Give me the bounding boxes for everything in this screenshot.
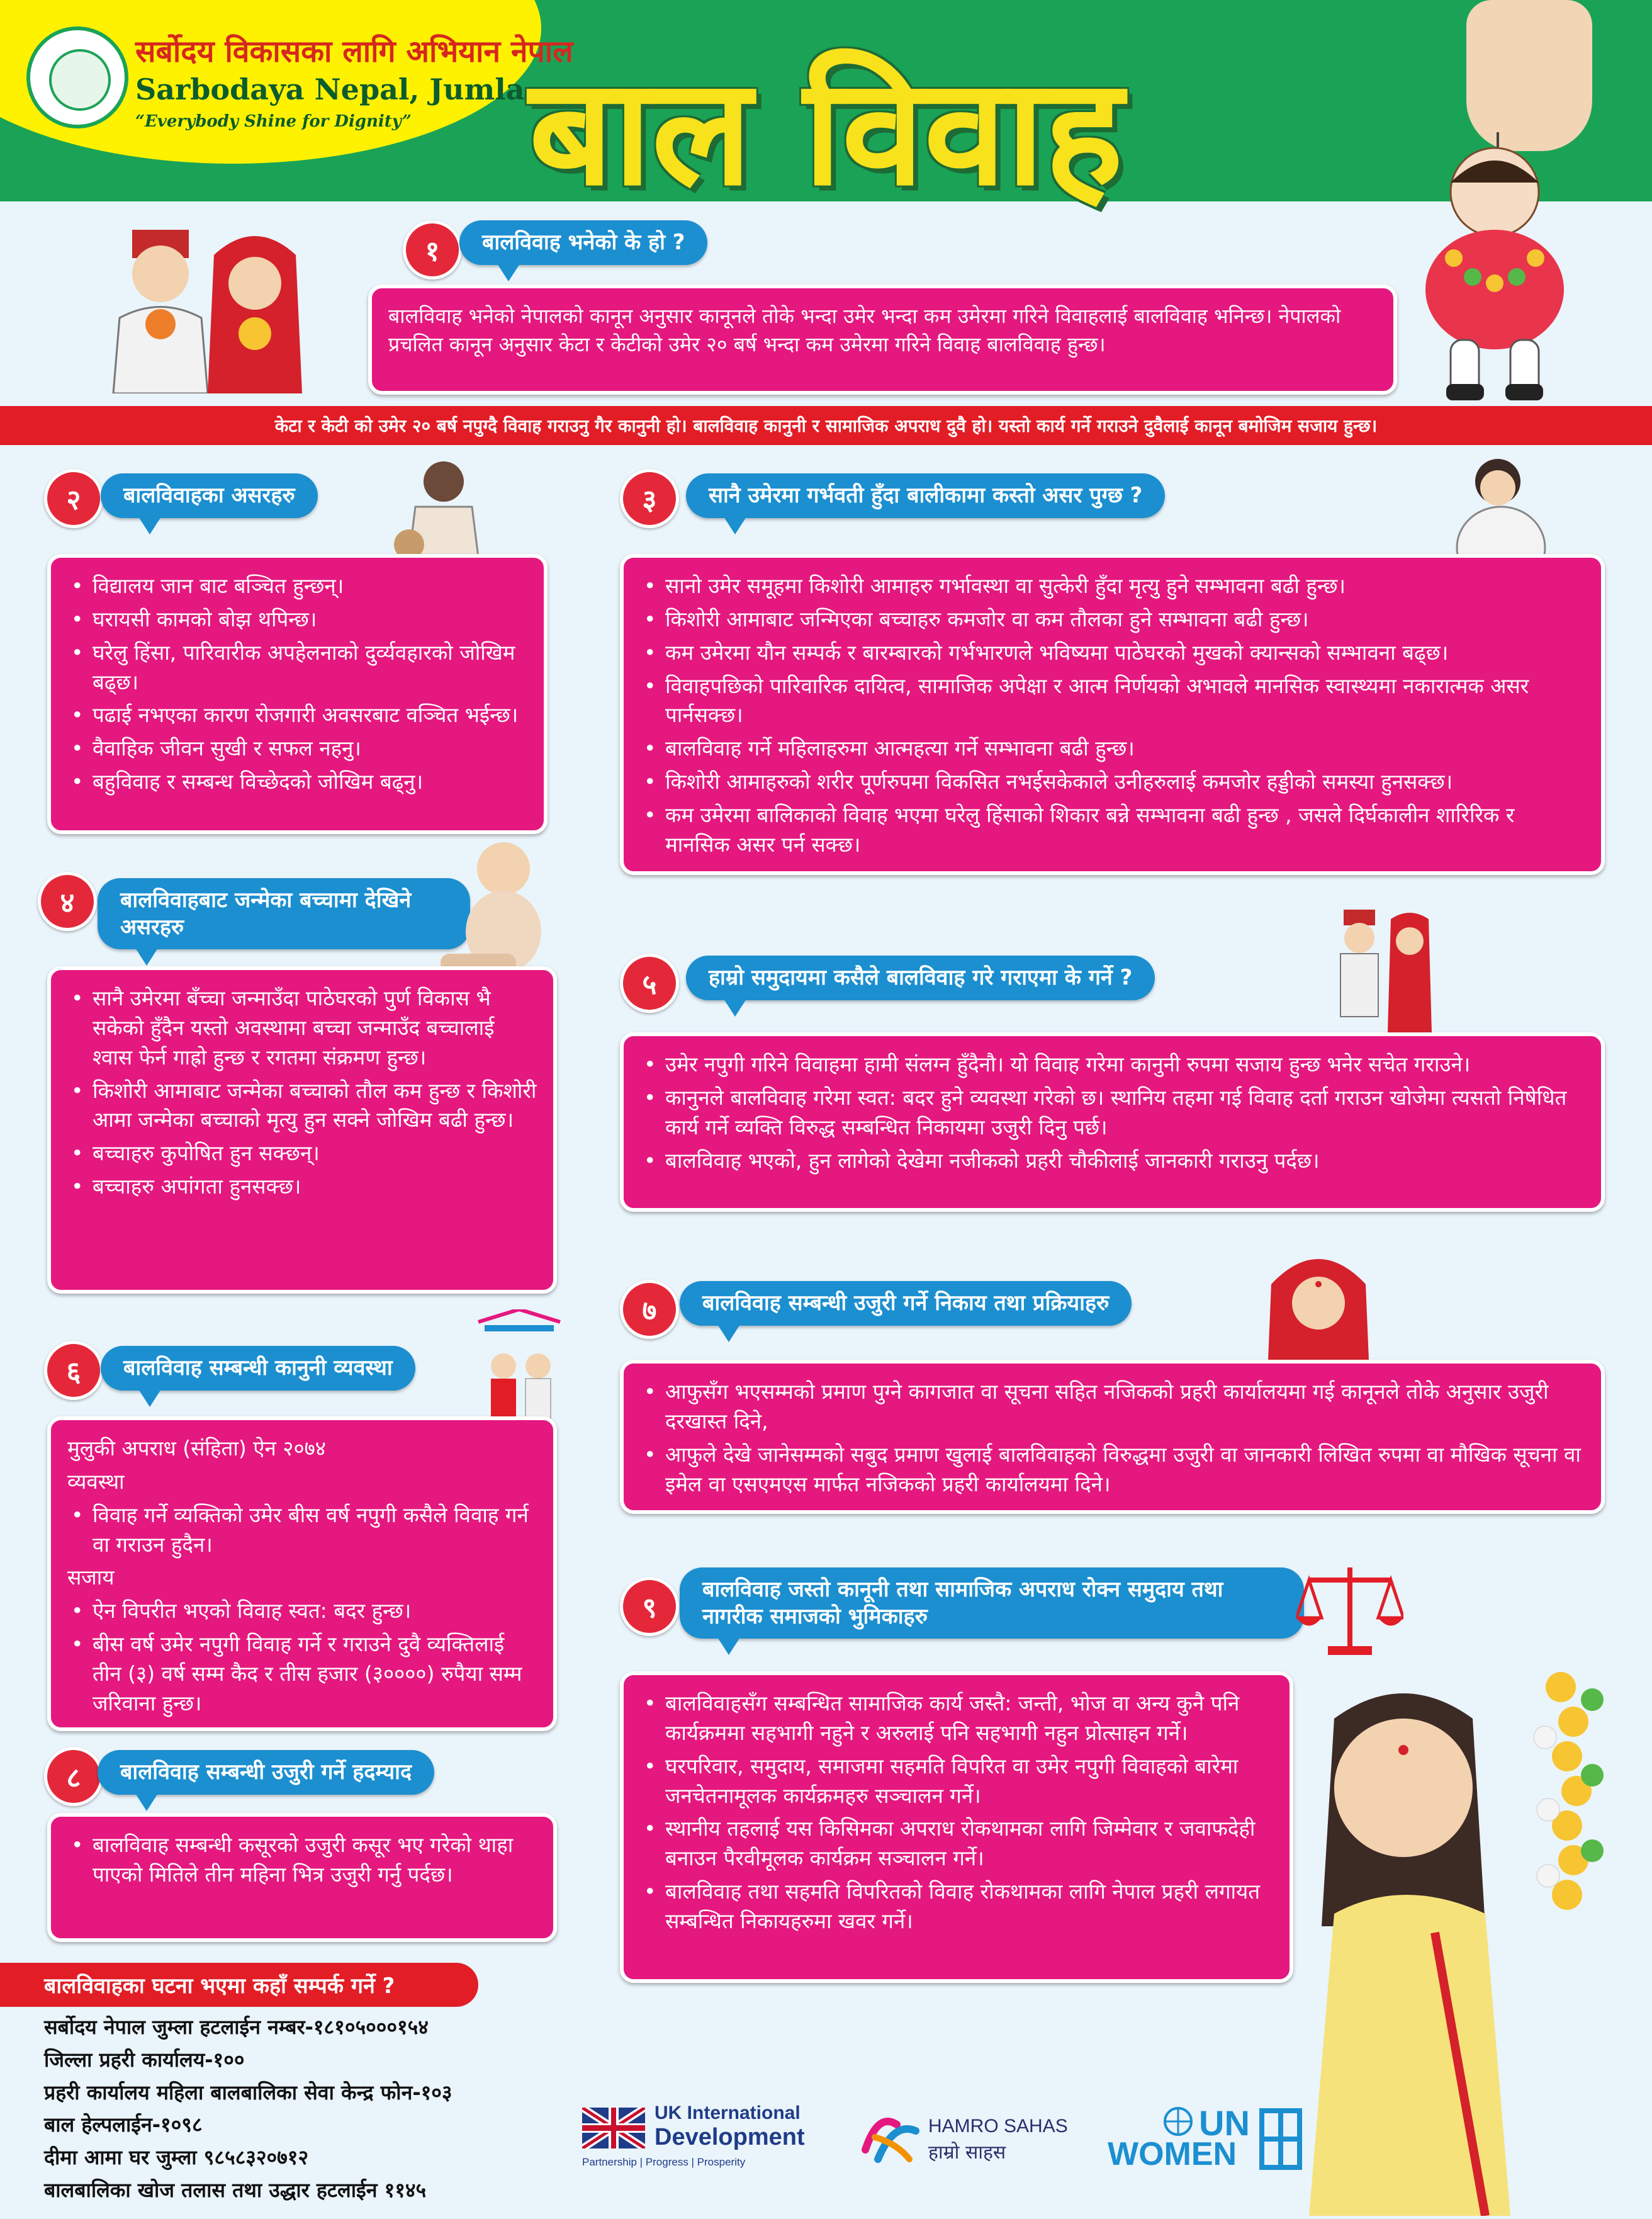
list-item: • कम उमेरमा बालिकाको विवाह भएमा घरेलु हिंसाको शिकार बन्ने सम्भावना बढी हुन्छ , जसले दिर्घकालीन शारिरिक र मानसिक असर पर्न सक्छ। bbox=[640, 801, 1585, 860]
section-8-question: बालविवाह सम्बन्धी उजुरी गर्ने हदम्याद bbox=[98, 1750, 434, 1795]
list-item: • विवाहपछिको पारिवारिक दायित्व, सामाजिक अपेक्षा र आत्म निर्णयको अभावले मानसिक स्वास्थ्यमा नकारात्मक असर पार्नसक्छ। bbox=[640, 672, 1585, 731]
list-item: • विवाह गर्ने व्यक्तिको उमेर बीस वर्ष नपुगी कसैले विवाह गर्न वा गराउन हुदैन। bbox=[67, 1501, 537, 1560]
org-name-np: सर्बोदय विकासका लागि अभियान नेपाल bbox=[135, 34, 573, 69]
list-item: • कम उमेरमा यौन सम्पर्क र बारम्बारको गर्भभारणले भविष्यमा पाठेघरको मुखको क्यान्सको सम्भावना बढ्छ। bbox=[640, 638, 1585, 668]
section-1-number: १ bbox=[403, 220, 462, 279]
list-item: • बालविवाह गर्ने महिलाहरुमा आत्महत्या गर्ने सम्भावना बढी हुन्छ। bbox=[640, 734, 1585, 764]
list-item: • कानुनले बालविवाह गरेमा स्वत: बदर हुने व्यवस्था गरेको छ। स्थानिय तहमा गई विवाह दर्ता गराउन खोजेमा त्यसतो निषेधित कार्य गर्ने व्यक्ति विरुद्ध सम्बन्धित निकायमा उजुरी दिनु पर्छ। bbox=[640, 1083, 1585, 1143]
warning-banner: केटा र केटी को उमेर २० बर्ष नपुग्दै विवाह गराउनु गैर कानुनी हो। बालविवाह कानुनी र सामाजिक अपराध दुवै हो। यस्तो कार्य गर्ने गराउने दुवैलाई कानून बमोजिम सजाय हुन्छ। bbox=[0, 406, 1652, 445]
un-emblem-icon bbox=[1163, 2106, 1193, 2137]
section-8-number: ८ bbox=[44, 1747, 103, 1806]
section-9-box bbox=[620, 1671, 1293, 1983]
hand-illustration bbox=[1466, 0, 1592, 151]
hamro-sahas-np: हाम्रो साहस bbox=[928, 2142, 1006, 2164]
list-item: • विद्यालय जान बाट बञ्चित हुन्छन्। bbox=[67, 572, 527, 601]
list-item: • घरायसी कामको बोझ थपिन्छ। bbox=[67, 605, 527, 635]
hamro-sahas-hands-icon bbox=[859, 2106, 922, 2169]
penalty-label: सजाय bbox=[67, 1565, 115, 1590]
un-women-women: WOMEN bbox=[1108, 2136, 1237, 2172]
section-8-box bbox=[47, 1813, 557, 1942]
list-item: • बहुविवाह र सम्बन्ध विच्छेदको जोखिम बढ्नु। bbox=[67, 767, 527, 797]
section-4-box bbox=[47, 966, 557, 1294]
section-2-number: २ bbox=[44, 469, 103, 528]
child-couple-small-illustration bbox=[1331, 906, 1438, 1039]
list-item: • बालविवाह भएको, हुन लागेको देखेमा नजीकको प्रहरी चौकीलाई जानकारी गराउनु पर्दछ। bbox=[640, 1146, 1585, 1176]
section-3-box bbox=[620, 554, 1605, 875]
list-item: • आफुसँग भएसम्मको प्रमाण पुग्ने कागजात वा सूचना सहित नजिकको प्रहरी कार्यालयमा गई कानूनले तोके अनुसार उजुरी दरखास्त दिने, bbox=[640, 1377, 1585, 1437]
section-4-question: बालविवाहबाट जन्मेका बच्चामा देखिने असरहरु bbox=[98, 878, 470, 949]
un-women-logo bbox=[1108, 2103, 1315, 2172]
scales-of-justice-icon bbox=[1296, 1555, 1403, 1662]
section-7-number: ७ bbox=[620, 1280, 679, 1339]
section-6-number: ६ bbox=[44, 1341, 103, 1400]
provision-label: व्यवस्था bbox=[67, 1469, 125, 1494]
contact-line: बाल हेल्पलाईन-१०९८ bbox=[44, 2113, 203, 2137]
list-item: • घरपरिवार, समुदाय, समाजमा सहमति विपरित वा उमेर नपुगी विवाहको बारेमा जनचेतनामूलक कार्यक्रमहरु सञ्चालन गर्ने। bbox=[640, 1752, 1273, 1811]
section-1-body: बालविवाह भनेको नेपालको कानून अनुसार कानूनले तोके भन्दा उमेर भन्दा कम उमेरमा गरिने विवाहलाई बालविवाह भनिन्छ। नेपालको प्रचलित कानून अनुसार केटा र केटीको उमेर २० बर्ष भन्दा कम उमेरमा गरिने विवाह बालविवाह हुन्छ। bbox=[388, 304, 1341, 357]
list-item: • स्थानीय तहलाई यस किसिमका अपराध रोकथामका लागि जिम्मेवार र जवाफदेही बनाउन पैरवीमूलक कार्यक्रम सञ्चालन गर्ने। bbox=[640, 1814, 1273, 1873]
list-item: • उमेर नपुगी गरिने विवाहमा हामी संलग्न हुँदैनौ। यो विवाह गरेमा कानुनी रुपमा सजाय हुन्छ भनेर सचेत गराउने। bbox=[640, 1050, 1585, 1080]
union-flag-icon bbox=[582, 2108, 645, 2148]
doll-bride-illustration bbox=[1391, 132, 1599, 403]
section-4-number: ४ bbox=[38, 872, 97, 931]
contact-line: दीमा आमा घर जुम्ला ९८५८३२०७१२ bbox=[44, 2145, 309, 2170]
girl-garland-illustration bbox=[1296, 1662, 1649, 2216]
contact-line: बालबालिका खोज तलास तथा उद्धार हटलाईन ११४५ bbox=[44, 2178, 427, 2203]
baby-illustration bbox=[434, 837, 560, 982]
list-item: • पढाई नभएका कारण रोजगारी अवसरबाट वञ्चित भईन्छ। bbox=[67, 701, 527, 730]
contact-heading: बालविवाहका घटना भएमा कहाँ सम्पर्क गर्ने ? bbox=[0, 1963, 478, 2007]
section-1-body-box bbox=[368, 285, 1397, 395]
list-item: • ऐन विपरीत भएको विवाह स्वत: बदर हुन्छ। bbox=[67, 1596, 537, 1626]
list-item: • वैवाहिक जीवन सुखी र सफल नहनु। bbox=[67, 734, 527, 764]
section-9-question: बालविवाह जस्तो कानूनी तथा सामाजिक अपराध रोक्न समुदाय तथा नागरीक समाजको भुमिकाहरु bbox=[680, 1567, 1304, 1639]
un-women-un: UN bbox=[1199, 2103, 1250, 2143]
section-3-number: ३ bbox=[620, 469, 679, 528]
list-item: • बालविवाह सम्बन्धी कसूरको उजुरी कसूर भए गरेको थाहा पाएको मितिले तीन महिना भित्र उजुरी गर्नु पर्दछ। bbox=[67, 1831, 537, 1890]
child-couple-illustration bbox=[94, 223, 321, 393]
section-5-box bbox=[620, 1032, 1605, 1212]
ukid-line1: UK International bbox=[655, 2103, 801, 2123]
section-5-question: हाम्रो समुदायमा कसैले बालविवाह गरे गराएमा के गर्ने ? bbox=[686, 956, 1155, 1000]
section-9-number: ९ bbox=[620, 1577, 679, 1636]
section-6-question: बालविवाह सम्बन्धी कानुनी व्यवस्था bbox=[101, 1346, 415, 1391]
org-tagline: “Everybody Shine for Dignity” bbox=[135, 112, 412, 131]
section-7-question: बालविवाह सम्बन्धी उजुरी गर्ने निकाय तथा प्रक्रियाहरु bbox=[680, 1281, 1132, 1326]
un-women-symbol-icon bbox=[1259, 2108, 1303, 2171]
contact-line: प्रहरी कार्यालय महिला बालबालिका सेवा केन्द्र फोन-१०३ bbox=[44, 2080, 452, 2104]
list-item: • किशोरी आमाबाट जन्मेका बच्चाको तौल कम हुन्छ र किशोरी आमा जन्मेका बच्चाको मृत्यु हुन सक्ने जोखिम बढी हुन्छ। bbox=[67, 1076, 537, 1136]
section-7-box bbox=[620, 1360, 1605, 1514]
list-item: • बच्चाहरु अपांगता हुनसक्छ। bbox=[67, 1172, 537, 1202]
ukid-tagline: Partnership | Progress | Prosperity bbox=[582, 2156, 746, 2168]
list-item: • सानै उमेरमा बँच्चा जन्माउँदा पाठेघरको पुर्ण विकास भै सकेको हुँदैन यस्तो अवस्थामा बच्चा जन्माउँद बच्चालाई श्वास फेर्न गाह्रो हुन्छ र रगतमा संक्रमण हुन्छ। bbox=[67, 984, 537, 1073]
section-2-question: बालविवाहका असरहरु bbox=[101, 473, 318, 518]
bride-girl-illustration bbox=[1265, 1246, 1372, 1360]
contact-list bbox=[44, 2011, 452, 2207]
section-5-number: ५ bbox=[620, 954, 679, 1013]
list-item: • बीस वर्ष उमेर नपुगी विवाह गर्ने र गराउने दुवै व्यक्तिलाई तीन (३) वर्ष सम्म कैद र तीस हजार (३००००) रुपैया सम्म जरिवाना हुन्छ। bbox=[67, 1630, 537, 1719]
section-2-box bbox=[47, 554, 548, 834]
org-name-en: Sarbodaya Nepal, Jumla bbox=[135, 72, 525, 106]
section-3-question: सानै उमेरमा गर्भवती हुँदा बालीकामा कस्तो असर पुग्छ ? bbox=[686, 473, 1165, 518]
list-item: • आफुले देखे जानेसम्मको सबुद प्रमाण खुलाई बालविवाहको विरुद्धमा उजुरी वा जानकारी लिखित रुपमा वा मौखिक सूचना वा इमेल वा एसएमएस मार्फत नजिकको प्रहरी कार्यालयमा दिने। bbox=[640, 1440, 1585, 1499]
section-6-box bbox=[47, 1416, 557, 1731]
list-item: • सानो उमेर समूहमा किशोरी आमाहरु गर्भावस्था वा सुत्केरी हुँदा मृत्यु हुने सम्भावना बढी हुन्छ। bbox=[640, 572, 1585, 601]
hamro-sahas-logo bbox=[859, 2106, 1079, 2169]
law-title: मुलुकी अपराध (संहिता) ऐन २०७४ bbox=[67, 1436, 326, 1460]
page-title: बाल विवाह bbox=[529, 47, 1123, 218]
ukid-logo bbox=[582, 2103, 821, 2172]
section-1-question: बालविवाह भनेको के हो ? bbox=[459, 220, 707, 265]
list-item: • किशोरी आमाबाट जन्मिएका बच्चाहरु कमजोर वा कम तौलका हुने सम्भावना बढी हुन्छ। bbox=[640, 605, 1585, 635]
list-item: • बालविवाह तथा सहमति विपरितको विवाह रोकथामका लागि नेपाल प्रहरी लगायत सम्बन्धित निकायहरुमा खवर गर्ने। bbox=[640, 1877, 1273, 1936]
list-item: • बच्चाहरु कुपोषित हुन सक्छन्। bbox=[67, 1139, 537, 1168]
ukid-line2: Development bbox=[655, 2124, 805, 2150]
hamro-sahas-en: HAMRO SAHAS bbox=[928, 2116, 1068, 2137]
list-item: • किशोरी आमाहरुको शरीर पूर्णरुपमा विकसित नभईसकेकाले उनीहरुलाई कमजोर हड्डीको समस्या हुनसक्छ। bbox=[640, 767, 1585, 797]
contact-line: सर्बोदय नेपाल जुम्ला हटलाईन नम्बर-१८१०५०००१५४ bbox=[44, 2015, 429, 2039]
list-item: • बालविवाहसँग सम्बन्धित सामाजिक कार्य जस्तै: जन्ती, भोज वा अन्य कुनै पनि कार्यक्रममा सहभागी नहुने र अरुलाई पनि सहभागी नहुन प्रोत्साहन गर्ने। bbox=[640, 1689, 1273, 1748]
contact-line: जिल्ला प्रहरी कार्यालय-१०० bbox=[44, 2047, 245, 2072]
list-item: • घरेलु हिंसा, पारिवारीक अपहेलनाको दुर्व्यवहारको जोखिम बढ्छ। bbox=[67, 638, 527, 697]
